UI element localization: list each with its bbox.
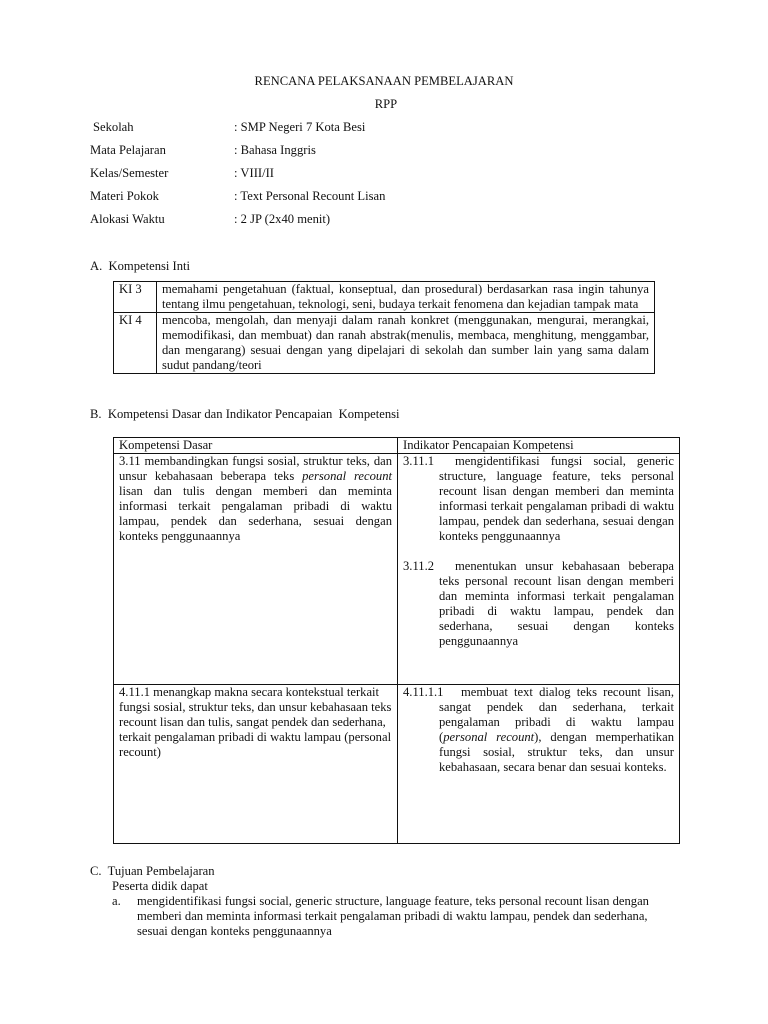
spacer — [403, 544, 674, 559]
table-row — [114, 313, 655, 374]
indicator-4-11-1-1 — [403, 685, 674, 775]
indicator-4-11-1-1-text-pre: membuat text dialog teks recount lisan, sangat pendek dan sederhana, terkait pengalaman pribadi di waktu lampau ( — [439, 685, 674, 744]
indicator-4-11-cell — [398, 685, 680, 844]
identity-value-topic: : Text Personal Recount Lisan — [234, 189, 386, 203]
document-title: RENCANA PELAKSANAAN PEMBELAJARAN — [254, 74, 514, 88]
indicator-3-11-1 — [403, 454, 674, 544]
indicator-3-11-1-body — [403, 454, 674, 544]
indicator-4-11-1-1-body — [403, 685, 674, 775]
indicator-4-11-1-1-text-post: ), dengan memperhatikan fungsi sosial, struktur teks, dan unsur kebahasaan, secara benar dan sesuai konteks. — [439, 730, 674, 774]
section-a-heading: A. Kompetensi Inti — [90, 259, 191, 273]
kd-3-11-cell — [114, 454, 398, 685]
table-row — [114, 685, 680, 844]
indicator-3-11-2-body — [403, 559, 674, 649]
identity-label-topic: Materi Pokok — [90, 189, 159, 203]
section-c-heading: C. Tujuan Pembelajaran — [90, 864, 215, 878]
indicator-3-11-2-text: menentukan unsur kebahasaan beberapa teks personal recount lisan dengan memberi dan meminta informasi terkait pengalaman pribadi di waktu lampau, pendek dan sederhana, sesuai dengan konteks penggunaannya — [439, 559, 674, 648]
identity-value-class: : VIII/II — [234, 166, 274, 180]
identity-label-class: Kelas/Semester — [90, 166, 169, 180]
indicator-3-11-2-number: 3.11.2 — [403, 559, 435, 573]
section-c-item-a-marker: a. — [112, 894, 121, 908]
ki4-text: mencoba, mengolah, dan menyaji dalam ranah konkret (menggunakan, mengurai, merangkai, memodifikasi, dan membuat) dan ranah abstrak(menulis, membaca, menghitung, menggambar, dan mengarang) sesuai dengan yang dipelajari di sekolah dan sumber lain yang sama dalam sudut pandang/teori — [157, 313, 655, 374]
basic-competence-table — [113, 437, 680, 844]
indicator-3-11-2 — [403, 559, 674, 649]
indicator-4-11-1-1-text-em: personal recount — [443, 730, 535, 744]
core-competence-table — [113, 281, 655, 374]
identity-value-subject: : Bahasa Inggris — [234, 143, 316, 157]
kd-4-11-cell: 4.11.1 menangkap makna secara kontekstual terkait fungsi sosial, struktur teks, dan unsur kebahasaan teks recount lisan dan tulis, sangat pendek dan sederhana, terkait pengalaman pribadi di waktu lampau (personal recount) — [114, 685, 398, 844]
table-header-row — [114, 438, 680, 454]
column-header-kd: Kompetensi Dasar — [114, 438, 398, 454]
indicator-3-11-1-number: 3.11.1 — [403, 454, 435, 468]
kd-3-11-text-em: personal recount — [302, 469, 392, 483]
table-row — [114, 282, 655, 313]
ki3-code: KI 3 — [114, 282, 157, 313]
column-header-indicator: Indikator Pencapaian Kompetensi — [398, 438, 680, 454]
identity-label-time: Alokasi Waktu — [90, 212, 165, 226]
identity-label-subject: Mata Pelajaran — [90, 143, 166, 157]
section-c-intro: Peserta didik dapat — [112, 879, 208, 893]
table-row — [114, 454, 680, 685]
document-subtitle: RPP — [374, 97, 398, 111]
ki4-code: KI 4 — [114, 313, 157, 374]
indicator-3-11-1-text: mengidentifikasi fungsi social, generic structure, language feature, teks personal recount lisan dengan memberi dan meminta informasi terkait pengalaman pribadi di waktu lampau, pendek dan sederhana, sesuai dengan konteks penggunaannya — [439, 454, 674, 543]
kd-3-11-text-post: lisan dan tulis dengan memberi dan meminta informasi terkait pengalaman pribadi di waktu lampau, pendek dan sederhana, sesuai dengan konteks penggunaannya — [119, 484, 392, 543]
ki3-text: memahami pengetahuan (faktual, konseptual, dan prosedural) berdasarkan rasa ingin tahunya tentang ilmu pengetahuan, teknologi, seni, budaya terkait fenomena dan kejadian tampak mata — [157, 282, 655, 313]
indicator-4-11-1-1-number: 4.11.1.1 — [403, 685, 444, 699]
identity-value-school: : SMP Negeri 7 Kota Besi — [234, 120, 366, 134]
identity-label-school: Sekolah — [93, 120, 134, 134]
section-b-heading: B. Kompetensi Dasar dan Indikator Pencapaian Kompetensi — [90, 407, 400, 421]
indicator-3-11-cell — [398, 454, 680, 685]
kd-3-11-text-pre: 3.11 membandingkan fungsi sosial, struktur teks, dan unsur kebahasaan beberapa teks — [119, 454, 392, 483]
section-c-item-a-text: mengidentifikasi fungsi social, generic structure, language feature, teks personal recount lisan dengan memberi dan meminta informasi terkait pengalaman pribadi di waktu lampau, pendek dan sederhana, sesuai dengan konteks penggunaannya — [137, 894, 649, 938]
identity-value-time: : 2 JP (2x40 menit) — [234, 212, 331, 226]
